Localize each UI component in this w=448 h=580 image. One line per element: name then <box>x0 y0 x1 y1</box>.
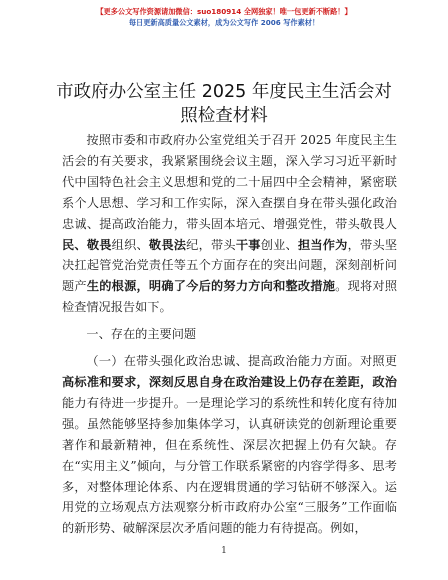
document-body <box>62 130 397 539</box>
intro-bold-5: 生的根源，明确了今后的努力方向和整改措施 <box>86 279 336 294</box>
intro-bold-4: 担当作为 <box>297 237 348 252</box>
intro-text-1: 按照市委和市政府办公室党组关于召开 2025 年度民主生活会的有关要求，我紧紧围绕会议主题，深入学习习近平新时代中国特色社会主义思想和党的二十届四中全会精神，紧密联系个人思想、学习和工作实际，深入查摆自身在带头强化政治忠诚、提高政治能力，带头固本培元、增强党性，带头敬畏人 <box>62 133 397 231</box>
intro-bold-1: 民、敬畏 <box>62 237 112 252</box>
intro-text-4: 创业、 <box>260 237 298 252</box>
intro-text-2: 组织、 <box>111 237 149 252</box>
subsection-1-bold: 高标准和要求，深刻反思自身在政治建设上仍存在差距，政治 <box>62 374 397 389</box>
header-banner <box>0 6 448 28</box>
banner-line-2: 每日更新高质量公文素材，成为公文写作 2006 写作素材！ <box>128 18 320 27</box>
subsection-1-text-2: 能力有待进一步提升。一是理论学习的系统性和转化度有待加强。虽然能够坚持参加集体学习，认真研读党的创新理论重要著作和最新精神，但在系统性、深层次把握上仍有欠缺。存在“实用主义”倾向，与分管工作联系紧密的内容学得多、思考多，对整体理论体系、内在逻辑贯通的学习钻研不够深入。运用党的立场观点方法观察分析市政府办公室“三服务”工作面临的新形势、破解深层次矛盾问题的能力有待提高。例如， <box>62 395 397 536</box>
intro-text-6: 。现将对照检查情况报告如下。 <box>62 279 398 315</box>
page-number: 1 <box>221 546 227 556</box>
intro-text-5: ，带头坚决扛起管党治党责任等五个方面存在的突出问题，深刻剖析问题产 <box>62 237 398 294</box>
intro-bold-2: 敬畏法 <box>148 237 187 252</box>
intro-bold-3: 干事 <box>235 237 261 252</box>
section-heading-1: 一、存在的主要问题 <box>86 327 197 342</box>
subsection-1-paragraph <box>62 351 397 539</box>
document-title: 市政府办公室主任 2025 年度民主生活会对照检查材料 <box>56 82 392 126</box>
intro-text-3: 纪，带头 <box>186 237 236 252</box>
intro-paragraph <box>62 130 397 318</box>
subsection-1-text-1: （一）在带头强化政治忠诚、提高政治能力方面。对照更 <box>86 354 397 369</box>
banner-line-1: 【更多公文写作资源请加微信：suo180914 全网独家！唯一包更新不断路！】 <box>96 7 352 16</box>
